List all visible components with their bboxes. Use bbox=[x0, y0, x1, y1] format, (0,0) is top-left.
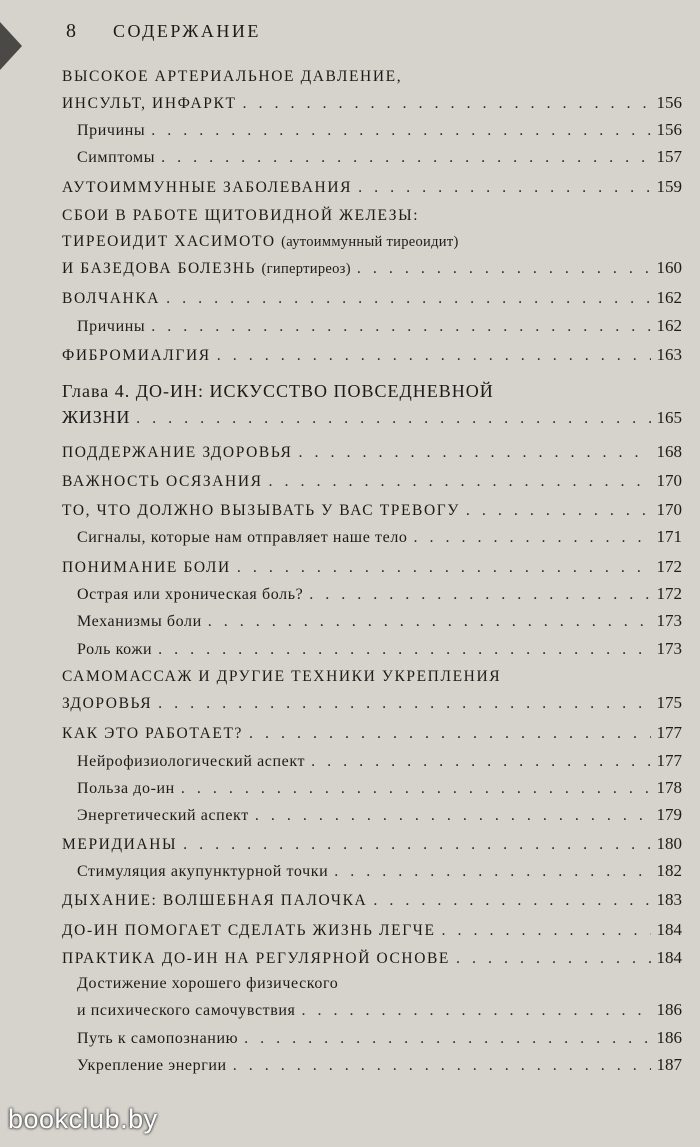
toc-entry-title: ТО, ЧТО ДОЛЖНО ВЫЗЫВАТЬ У ВАС ТРЕВОГУ bbox=[62, 502, 460, 519]
toc-entry-alarm[interactable] bbox=[62, 497, 682, 523]
toc-page-number: 187 bbox=[656, 1055, 682, 1074]
toc-entry-causes-2[interactable] bbox=[77, 313, 682, 339]
toc-entry-title: Энергетический аспект bbox=[77, 807, 249, 824]
toc-page-number: 160 bbox=[656, 258, 682, 277]
toc-entry-lupus[interactable] bbox=[62, 285, 682, 311]
toc-entry-title: ПРАКТИКА ДО-ИН НА РЕГУЛЯРНОЙ ОСНОВЕ bbox=[62, 950, 451, 967]
toc-entry-hypertension[interactable] bbox=[62, 64, 682, 116]
toc-page-number: 173 bbox=[656, 611, 682, 630]
toc-entry-title: Симптомы bbox=[77, 149, 156, 166]
toc-entry-acute-pain[interactable] bbox=[77, 581, 682, 607]
toc-entry-title: СБОИ В РАБОТЕ ЩИТОВИДНОЙ ЖЕЛЕЗЫ: bbox=[62, 207, 420, 224]
toc-page-number: 172 bbox=[656, 584, 682, 603]
toc-entry-title: ВОЛЧАНКА bbox=[62, 290, 161, 307]
toc-entry-acupoint[interactable] bbox=[77, 858, 682, 884]
toc-entry-title: ИНСУЛЬТ, ИНФАРКТ bbox=[62, 95, 237, 112]
toc-entry-self-knowledge[interactable] bbox=[77, 1025, 682, 1051]
toc-page-number: 163 bbox=[656, 345, 682, 364]
toc-entry-title: Механизмы боли bbox=[77, 613, 202, 630]
watermark-text: bookclub.by bbox=[8, 1104, 158, 1134]
toc-entry-title: Стимуляция акупунктурной точки bbox=[77, 863, 329, 880]
toc-entry-title: И БАЗЕДОВА БОЛЕЗНЬ bbox=[62, 260, 257, 277]
toc-page-number: 180 bbox=[656, 834, 682, 853]
toc-entry-title: МЕРИДИАНЫ bbox=[62, 836, 178, 853]
toc-entry-do-in-benefit[interactable] bbox=[77, 775, 682, 801]
toc-page-number: 184 bbox=[656, 948, 682, 967]
toc-page-number: 184 bbox=[656, 920, 682, 939]
toc-entry-title: Укрепление энергии bbox=[77, 1057, 227, 1074]
toc-entry-title: КАК ЭТО РАБОТАЕТ? bbox=[62, 725, 244, 742]
toc-entry-note: (гипертиреоз) bbox=[261, 261, 351, 277]
toc-page-number: 165 bbox=[656, 408, 682, 427]
toc-page-number: 162 bbox=[656, 316, 682, 335]
toc-entry-skin-role[interactable] bbox=[77, 636, 682, 662]
toc-page-number: 172 bbox=[656, 557, 682, 576]
toc-entry-title: ДО-ИН ПОМОГАЕТ СДЕЛАТЬ ЖИЗНЬ ЛЕГЧЕ bbox=[62, 922, 436, 939]
toc-chapter-title: Глава 4. ДО-ИН: ИСКУССТВО ПОВСЕДНЕВНОЙ bbox=[62, 381, 494, 401]
toc-entry-title: ФИБРОМИАЛГИЯ bbox=[62, 347, 211, 364]
toc-page-number: 170 bbox=[656, 471, 682, 490]
toc-entry-meridians[interactable] bbox=[62, 831, 682, 857]
toc-entry-thyroid[interactable] bbox=[62, 203, 682, 281]
toc-entry-title: Достижение хорошего физического bbox=[77, 975, 339, 992]
toc-entry-life-easier[interactable] bbox=[62, 917, 682, 943]
toc-entry-title: ВАЖНОСТЬ ОСЯЗАНИЯ bbox=[62, 473, 263, 490]
toc-page-number: 168 bbox=[656, 442, 682, 461]
toc-entry-pain-mechanisms[interactable] bbox=[77, 608, 682, 634]
toc-entry-title: ЗДОРОВЬЯ bbox=[62, 695, 153, 712]
toc-entry-understanding-pain[interactable] bbox=[62, 554, 682, 580]
toc-entry-title: Причины bbox=[77, 318, 146, 335]
toc-page-number: 175 bbox=[656, 693, 682, 712]
toc-entry-title: ТИРЕОИДИТ ХАСИМОТО bbox=[62, 233, 276, 250]
page-number: 8 bbox=[66, 20, 77, 42]
page-title: СОДЕРЖАНИЕ bbox=[113, 21, 261, 41]
toc-entry-fibromyalgia[interactable] bbox=[62, 342, 682, 368]
toc-entry-title: Путь к самопознанию bbox=[77, 1030, 239, 1047]
toc-page-number: 156 bbox=[656, 120, 682, 139]
toc-page-number: 182 bbox=[656, 861, 682, 880]
toc-entry-title: САМОМАССАЖ И ДРУГИЕ ТЕХНИКИ УКРЕПЛЕНИЯ bbox=[62, 668, 502, 685]
toc-entry-touch[interactable] bbox=[62, 468, 682, 494]
toc-page-number: 178 bbox=[656, 778, 682, 797]
toc-entry-neuro[interactable] bbox=[77, 748, 682, 774]
toc-entry-title: ДЫХАНИЕ: ВОЛШЕБНАЯ ПАЛОЧКА bbox=[62, 892, 368, 909]
toc-entry-title: АУТОИММУННЫЕ ЗАБОЛЕВАНИЯ bbox=[62, 179, 353, 196]
toc-entry-body-signals[interactable] bbox=[77, 524, 682, 550]
toc-entry-self-massage[interactable] bbox=[62, 664, 682, 716]
toc-page-number: 156 bbox=[656, 93, 682, 112]
toc-entry-regular-practice[interactable] bbox=[62, 945, 682, 971]
toc-page-number: 157 bbox=[656, 147, 682, 166]
toc-page-number: 162 bbox=[656, 288, 682, 307]
toc-entry-title: ВЫСОКОЕ АРТЕРИАЛЬНОЕ ДАВЛЕНИЕ, bbox=[62, 68, 403, 85]
toc-page-number: 170 bbox=[656, 500, 682, 519]
toc-chapter-title: ЖИЗНИ bbox=[62, 407, 131, 427]
toc-page-number: 179 bbox=[656, 805, 682, 824]
toc-chapter-4[interactable] bbox=[62, 378, 682, 430]
toc-entry-title: Сигналы, которые нам отправляет наше тело bbox=[77, 529, 408, 546]
toc-page-number: 171 bbox=[656, 527, 682, 546]
toc-entry-autoimmune[interactable] bbox=[62, 174, 682, 200]
toc-entry-title: ПОНИМАНИЕ БОЛИ bbox=[62, 559, 231, 576]
toc-page-number: 177 bbox=[656, 751, 682, 770]
toc-entry-title: Роль кожи bbox=[77, 641, 153, 658]
toc-page-number: 183 bbox=[656, 890, 682, 909]
toc-page-number: 186 bbox=[656, 1000, 682, 1019]
toc-entry-note: (аутоиммунный тиреоидит) bbox=[281, 234, 459, 250]
toc-entry-title: Острая или хроническая боль? bbox=[77, 586, 304, 603]
toc-page-number: 177 bbox=[656, 723, 682, 742]
toc-entry-energy-strengthening[interactable] bbox=[77, 1052, 682, 1078]
toc-entry-title: Нейрофизиологический аспект bbox=[77, 753, 306, 770]
toc-entry-how-it-works[interactable] bbox=[62, 720, 682, 746]
toc-entry-title: Польза до-ин bbox=[77, 780, 175, 797]
toc-entry-wellbeing[interactable] bbox=[77, 971, 682, 1023]
toc-entry-causes-1[interactable] bbox=[77, 117, 682, 143]
toc-entry-title: и психического самочувствия bbox=[77, 1002, 296, 1019]
toc-entry-breathing[interactable] bbox=[62, 887, 682, 913]
toc-entry-symptoms[interactable] bbox=[77, 144, 682, 170]
toc-page-number: 186 bbox=[656, 1028, 682, 1047]
toc-entry-energy-aspect[interactable] bbox=[77, 802, 682, 828]
toc-page-number: 159 bbox=[656, 177, 682, 196]
toc-entry-title: ПОДДЕРЖАНИЕ ЗДОРОВЬЯ bbox=[62, 444, 293, 461]
toc-entry-maintaining-health[interactable] bbox=[62, 439, 682, 465]
toc-entry-title: Причины bbox=[77, 122, 146, 139]
toc-page-number: 173 bbox=[656, 639, 682, 658]
